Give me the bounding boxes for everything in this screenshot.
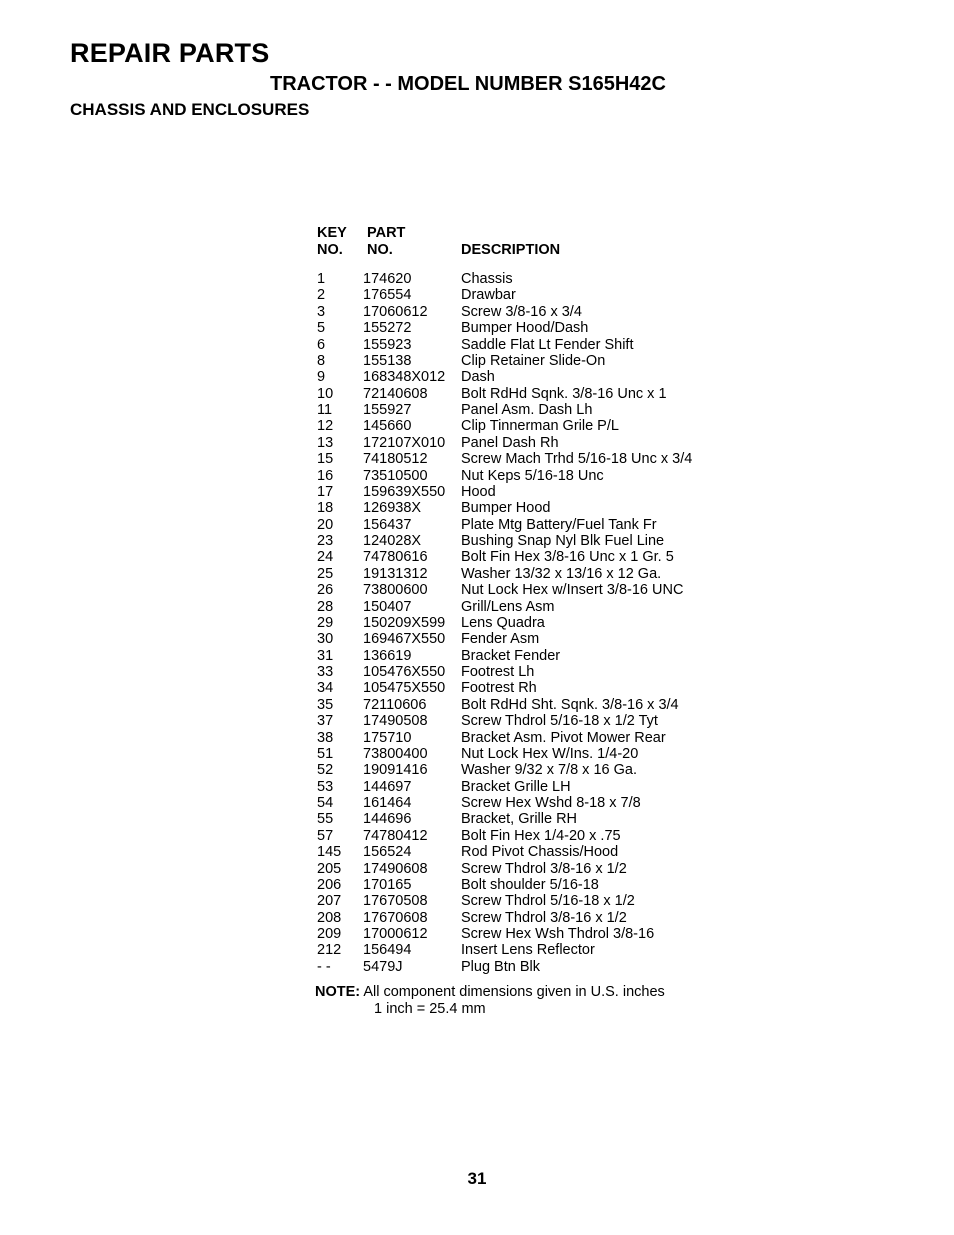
key-cell: 24	[317, 549, 334, 566]
key-cell: 57	[317, 827, 334, 844]
part-number-cell: 105475X550	[363, 680, 446, 697]
key-cell: 12	[317, 418, 334, 435]
key-cell: 8	[317, 352, 326, 369]
description-cell: Bumper Hood/Dash	[461, 320, 589, 337]
description-cell: Bushing Snap Nyl Blk Fuel Line	[461, 533, 665, 549]
part-number-cell: 175710	[363, 729, 412, 746]
description-cell: Bolt Fin Hex 3/8-16 Unc x 1 Gr. 5	[461, 549, 674, 566]
description-cell: Bracket Grille LH	[461, 778, 571, 795]
description-cell: Screw 3/8-16 x 3/4	[461, 303, 582, 320]
key-cell: 6	[317, 336, 326, 353]
description-header: DESCRIPTION	[461, 242, 561, 258]
part-number-cell: 176554	[363, 287, 412, 304]
part-number-cell: 19131312	[363, 565, 428, 582]
key-cell: 53	[317, 778, 334, 795]
key-cell: 20	[317, 516, 334, 533]
part-number-cell: 168348X012	[363, 369, 446, 386]
part-number-cell: 159639X550	[363, 483, 446, 500]
key-cell: 209	[317, 926, 342, 942]
key-cell: 212	[317, 942, 342, 959]
part-number-cell: 161464	[363, 795, 412, 811]
part-number-cell: 72140608	[363, 385, 428, 402]
section-heading: CHASSIS AND ENCLOSURES	[70, 100, 310, 119]
description-cell: Washer 13/32 x 13/16 x 12 Ga.	[461, 565, 662, 582]
description-cell: Footrest Rh	[461, 680, 537, 697]
description-cell: Screw Thdrol 3/8-16 x 1/2	[461, 860, 627, 877]
key-cell: 1	[317, 271, 326, 287]
key-cell: 205	[317, 860, 342, 877]
key-cell: 31	[317, 647, 334, 664]
key-cell: 51	[317, 745, 334, 762]
part-number-cell: 156494	[363, 942, 412, 959]
description-cell: Nut Keps 5/16-18 Unc	[461, 467, 604, 484]
part-number-cell: 73510500	[363, 467, 428, 484]
key-cell: 55	[317, 811, 334, 828]
key-cell: 28	[317, 598, 334, 615]
part-number-cell: 155923	[363, 336, 412, 353]
description-cell: Grill/Lens Asm	[461, 598, 555, 615]
key-cell: 33	[317, 664, 334, 680]
note-label: NOTE:	[315, 984, 361, 1000]
description-cell: Panel Asm. Dash Lh	[461, 402, 593, 418]
note	[315, 984, 665, 1017]
key-cell: 37	[317, 713, 334, 730]
part-number-cell: 136619	[363, 647, 412, 664]
description-cell: Bolt Fin Hex 1/4-20 x .75	[461, 827, 621, 844]
key-cell: 145	[317, 844, 342, 861]
part-number-cell: 150209X599	[363, 614, 446, 631]
key-cell: 17	[317, 483, 334, 500]
part-number-cell: 170165	[363, 876, 412, 893]
note-conversion: 1 inch = 25.4 mm	[374, 1000, 486, 1017]
key-cell: 206	[317, 876, 342, 893]
part-number-cell: 105476X550	[363, 664, 446, 680]
description-cell: Bumper Hood	[461, 500, 551, 517]
description-cell: Panel Dash Rh	[461, 434, 559, 451]
key-cell: 16	[317, 467, 334, 484]
description-cell: Bolt shoulder 5/16-18	[461, 876, 599, 893]
part-number-cell: 174620	[363, 271, 412, 287]
key-cell: 5	[317, 320, 326, 337]
key-cell: 25	[317, 565, 334, 582]
description-cell: Clip Tinnerman Grile P/L	[461, 418, 619, 435]
key-cell: 18	[317, 500, 334, 517]
description-cell: Fender Asm	[461, 631, 540, 648]
page-number: 31	[467, 1169, 487, 1188]
part-number-cell: 19091416	[363, 762, 428, 779]
key-cell: 30	[317, 631, 334, 648]
part-number-cell: 144697	[363, 778, 412, 795]
key-cell: 208	[317, 909, 342, 926]
part-number-cell: 145660	[363, 418, 412, 435]
description-cell: Bracket Asm. Pivot Mower Rear	[461, 729, 666, 746]
part-header-line1: PART	[367, 225, 406, 241]
description-cell: Bracket, Grille RH	[461, 811, 578, 828]
description-cell: Bolt RdHd Sqnk. 3/8-16 Unc x 1	[461, 385, 667, 402]
description-cell: Screw Thdrol 3/8-16 x 1/2	[461, 909, 627, 926]
description-cell: Rod Pivot Chassis/Hood	[461, 844, 619, 861]
key-cell: 54	[317, 795, 334, 811]
part-header-line2: NO.	[367, 242, 393, 258]
note-text: All component dimensions given in U.S. inches	[363, 984, 665, 1000]
key-cell: 10	[317, 385, 334, 402]
key-cell: 35	[317, 696, 334, 713]
key-cell: 38	[317, 729, 334, 746]
part-number-cell: 74180512	[363, 451, 428, 468]
part-number-cell: 5479J	[363, 958, 403, 975]
model-subtitle: TRACTOR - - MODEL NUMBER S165H42C	[270, 73, 666, 95]
key-cell: 207	[317, 893, 342, 910]
description-cell: Nut Lock Hex w/Insert 3/8-16 UNC	[461, 582, 684, 599]
part-number-cell: 17670508	[363, 893, 428, 910]
part-number-cell: 17000612	[363, 926, 428, 942]
part-number-cell: 72110606	[363, 696, 427, 713]
part-number-cell: 17060612	[363, 303, 428, 320]
key-header-line1: KEY	[317, 225, 347, 241]
key-cell: 34	[317, 680, 334, 697]
description-cell: Screw Hex Wshd 8-18 x 7/8	[461, 795, 641, 811]
part-number-cell: 74780616	[363, 549, 428, 566]
key-cell: 13	[317, 434, 334, 451]
description-cell: Plate Mtg Battery/Fuel Tank Fr	[461, 516, 657, 533]
description-cell: Nut Lock Hex W/Ins. 1/4-20	[461, 745, 639, 762]
description-cell: Lens Quadra	[461, 614, 545, 631]
description-cell: Screw Thdrol 5/16-18 x 1/2	[461, 893, 635, 910]
key-cell: - -	[317, 958, 331, 975]
part-number-cell: 172107X010	[363, 434, 446, 451]
description-cell: Screw Hex Wsh Thdrol 3/8-16	[461, 926, 655, 942]
description-cell: Saddle Flat Lt Fender Shift	[461, 336, 634, 353]
part-number-cell: 155927	[363, 402, 412, 418]
part-number-cell: 144696	[363, 811, 412, 828]
part-number-cell: 156437	[363, 516, 412, 533]
part-number-cell: 17490608	[363, 860, 428, 877]
part-number-cell: 74780412	[363, 827, 428, 844]
key-cell: 3	[317, 303, 326, 320]
description-cell: Screw Mach Trhd 5/16-18 Unc x 3/4	[461, 451, 693, 468]
part-number-cell: 155272	[363, 320, 412, 337]
part-number-cell: 126938X	[363, 500, 422, 517]
key-cell: 52	[317, 762, 334, 779]
description-cell: Washer 9/32 x 7/8 x 16 Ga.	[461, 762, 637, 779]
description-cell: Screw Thdrol 5/16-18 x 1/2 Tyt	[461, 713, 658, 730]
key-header-line2: NO.	[317, 242, 343, 258]
description-cell: Plug Btn Blk	[461, 958, 540, 975]
part-number-cell: 169467X550	[363, 631, 446, 648]
key-cell: 26	[317, 582, 334, 599]
part-number-cell: 150407	[363, 598, 412, 615]
part-number-cell: 124028X	[363, 533, 422, 549]
key-cell: 23	[317, 533, 334, 549]
description-cell: Bolt RdHd Sht. Sqnk. 3/8-16 x 3/4	[461, 696, 679, 713]
key-cell: 29	[317, 614, 334, 631]
description-cell: Bracket Fender	[461, 647, 561, 664]
part-number-cell: 155138	[363, 352, 412, 369]
description-cell: Drawbar	[461, 287, 516, 304]
part-number-cell: 73800400	[363, 745, 428, 762]
key-cell: 2	[317, 287, 326, 304]
part-number-cell: 73800600	[363, 582, 428, 599]
key-cell: 15	[317, 451, 334, 468]
description-cell: Insert Lens Reflector	[461, 942, 595, 959]
description-cell: Dash	[461, 369, 495, 386]
key-cell: 9	[317, 369, 326, 386]
page-title: REPAIR PARTS	[70, 38, 270, 68]
part-number-cell: 17670608	[363, 909, 428, 926]
part-number-cell: 156524	[363, 844, 412, 861]
part-number-cell: 17490508	[363, 713, 428, 730]
description-cell: Hood	[461, 483, 496, 500]
description-cell: Clip Retainer Slide-On	[461, 352, 606, 369]
key-cell: 11	[317, 402, 333, 418]
description-cell: Chassis	[461, 271, 513, 287]
description-cell: Footrest Lh	[461, 664, 535, 680]
